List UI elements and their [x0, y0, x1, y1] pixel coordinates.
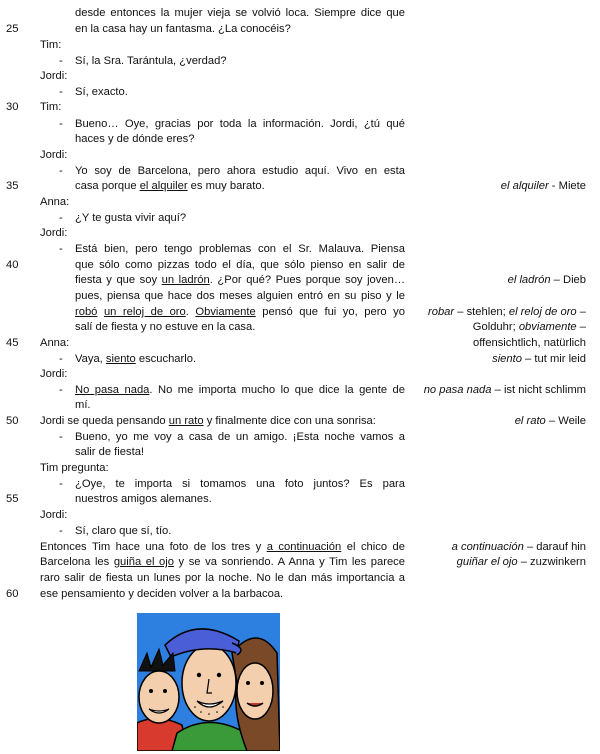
glossary-entry: robar – stehlen; el reloj de oro – — [428, 306, 586, 318]
narration-line: Barcelona les guiña el ojo y se va sonriendo. A Anna y Tim les parece — [40, 556, 405, 568]
glossary-entry: siento – tut mir leid — [492, 353, 586, 365]
narration-line: ese pensamiento y deciden volver a la barbacoa. — [40, 588, 284, 600]
glossary-entry: el rato – Weile — [514, 415, 586, 427]
vocab-term: siento — [105, 353, 136, 365]
vocab-term: Obviamente — [195, 306, 256, 318]
dialogue-dash: - — [59, 431, 63, 443]
line-number: 35 — [6, 180, 19, 192]
narration-line: Entonces Tim hace una foto de los tres y a continuación el chico de — [40, 541, 406, 553]
text-line: Bueno… Oye, gracias por toda la información. Jordi, ¿tú qué — [75, 118, 405, 130]
text-line: robó un reloj de oro. Obviamente pensó que fui yo, pero yo — [75, 306, 406, 318]
text-line: haces y de dónde eres? — [75, 133, 195, 145]
dialogue-dash: - — [59, 243, 63, 255]
narration-line: Jordi se queda pensando un rato y finalmente dice con una sonrisa: — [40, 415, 376, 427]
speaker-label: Jordi: — [40, 70, 68, 82]
line-number: 25 — [6, 23, 19, 35]
text-line: casa porque el alquiler es muy barato. — [75, 180, 265, 192]
line-number: 30 — [6, 101, 19, 113]
dialogue-dash: - — [59, 384, 63, 396]
glossary-entry: el ladrón – Dieb — [507, 274, 586, 286]
text-line: fiesta y que soy un ladrón. ¿Por qué? Pues porque soy joven… — [75, 274, 406, 286]
vocab-term: guiña el ojo — [113, 556, 174, 568]
glossary-entry: offensichtlich, natürlich — [473, 337, 586, 349]
vocab-term: robó — [75, 306, 98, 318]
text-line: salí de fiesta y no estuve en la casa. — [75, 321, 256, 333]
text-line: Sí, exacto. — [75, 86, 128, 98]
vocab-term: No pasa nada — [75, 384, 150, 396]
text-line: pues, piensa que hace dos meses alguien entró en su piso y le — [75, 290, 405, 302]
dialogue-dash: - — [59, 525, 63, 537]
dialogue-dash: - — [59, 86, 63, 98]
speaker-label: Jordi: — [40, 227, 68, 239]
line-number: 55 — [6, 493, 19, 505]
text-line: Sí, la Sra. Tarántula, ¿verdad? — [75, 55, 227, 67]
dialogue-dash: - — [59, 165, 63, 177]
vocab-term: un reloj de oro — [103, 306, 186, 318]
illustration-drawing — [137, 613, 280, 751]
glossary-entry: Golduhr; obviamente – — [472, 321, 586, 333]
vocab-term: un ladrón — [161, 274, 210, 286]
text-line: Yo soy de Barcelona, pero ahora estudio aquí. Vivo en esta — [75, 165, 405, 177]
glossary-entry: no pasa nada – ist nicht schlimm — [423, 384, 586, 396]
dialogue-dash: - — [59, 478, 63, 490]
speaker-label: Jordi: — [40, 149, 68, 161]
text-line: ¿Oye, te importa si tomamos una foto juntos? Es para — [75, 478, 405, 490]
dialogue-dash: - — [59, 118, 63, 130]
three-friends-selfie-illustration — [137, 613, 280, 751]
glossary-entry: guiñar el ojo – zuzwinkern — [456, 556, 586, 568]
dialogue-dash: - — [59, 55, 63, 67]
line-number: 40 — [6, 259, 19, 271]
text-line: mí. — [75, 399, 91, 411]
narration-line: raro salir de fiesta un lunes por la noche. No le dan más importancia a — [40, 572, 405, 584]
speaker-label: Anna: — [40, 196, 70, 208]
text-line: que sólo como pizzas todo el día, que sólo pienso en salir de — [75, 259, 405, 271]
line-number: 45 — [6, 337, 19, 349]
vocab-term: a continuación — [266, 541, 342, 553]
speaker-label: Tim pregunta: — [40, 462, 109, 474]
text-line: desde entonces la mujer vieja se volvió loca. Siempre dice que — [75, 7, 405, 19]
text-line: Está bien, pero tengo problemas con el Sr. Malauva. Piensa — [75, 243, 405, 255]
text-line: Bueno, yo me voy a casa de un amigo. ¡Esta noche vamos a — [75, 431, 405, 443]
glossary-entry: el alquiler - Miete — [500, 180, 586, 192]
speaker-label: Jordi: — [40, 368, 68, 380]
line-number: 60 — [6, 588, 19, 600]
text-line: salir de fiesta! — [75, 446, 145, 458]
speaker-label: Jordi: — [40, 509, 68, 521]
speaker-label: Tim: — [40, 39, 62, 51]
vocab-term: un rato — [168, 415, 204, 427]
dialogue-dash: - — [59, 212, 63, 224]
vocab-term: el alquiler — [139, 180, 188, 192]
dialogue-dash: - — [59, 353, 63, 365]
text-line: Sí, claro que sí, tío. — [75, 525, 172, 537]
text-line: Vaya, siento escucharlo. — [75, 353, 197, 365]
text-line: ¿Y te gusta vivir aquí? — [75, 212, 187, 224]
text-line: en la casa hay un fantasma. ¿La conocéis? — [75, 23, 291, 35]
line-number: 50 — [6, 415, 19, 427]
text-line: nuestros amigos alemanes. — [75, 493, 212, 505]
text-line: No pasa nada. No me importa mucho lo que dice la gente de — [75, 384, 405, 396]
speaker-label: Anna: — [40, 337, 70, 349]
glossary-entry: a continuación – darauf hin — [451, 541, 586, 553]
speaker-label: Tim: — [40, 101, 62, 113]
